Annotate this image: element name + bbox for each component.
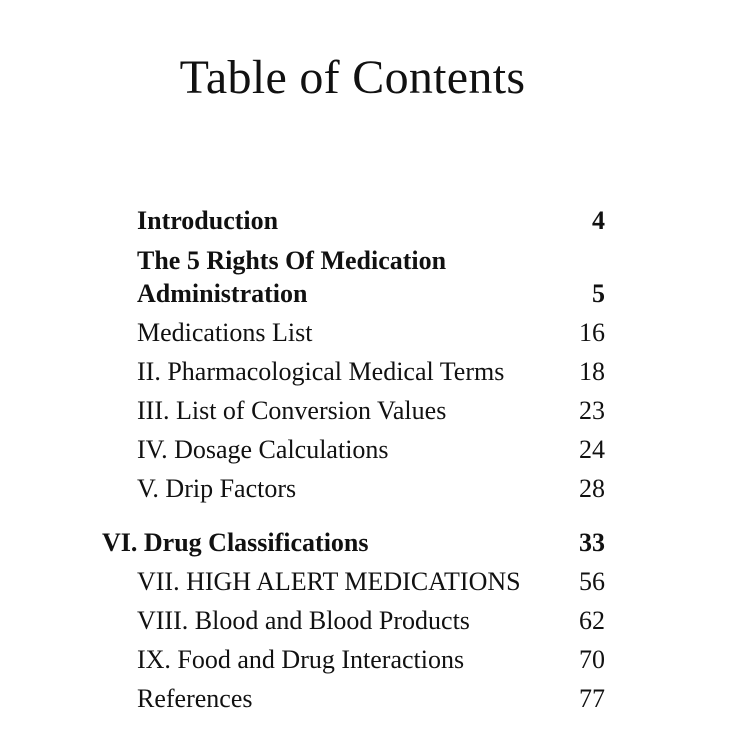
toc-entry-food-drug-interactions[interactable]: IX. Food and Drug Interactions (137, 645, 465, 674)
toc-entry-conversion-values[interactable]: III. List of Conversion Values (137, 396, 447, 425)
toc-entry-medications-list[interactable]: Medications List (137, 318, 313, 347)
toc-entry-five-rights-line1[interactable]: The 5 Rights Of Medication (137, 246, 447, 275)
toc-page-references: 77 (579, 684, 605, 713)
toc-page-five-rights: 5 (592, 279, 605, 308)
toc-entry-five-rights-line2[interactable]: Administration (137, 279, 308, 308)
page-title: Table of Contents (179, 51, 526, 104)
toc-entry-drip-factors[interactable]: V. Drip Factors (137, 474, 297, 503)
toc-page-food-drug-interactions: 70 (579, 645, 605, 674)
toc-page-introduction: 4 (592, 206, 605, 235)
toc-page-dosage-calculations: 24 (579, 435, 605, 464)
toc-page-conversion-values: 23 (579, 396, 605, 425)
toc-page-drip-factors: 28 (579, 474, 605, 503)
toc-page-drug-classifications: 33 (579, 528, 605, 557)
toc-entry-dosage-calculations[interactable]: IV. Dosage Calculations (137, 435, 389, 464)
toc-entry-pharmacological-terms[interactable]: II. Pharmacological Medical Terms (137, 357, 505, 386)
toc-entry-references[interactable]: References (137, 684, 253, 713)
toc-entry-blood-products[interactable]: VIII. Blood and Blood Products (137, 606, 470, 635)
toc-page-high-alert-medications: 56 (579, 567, 605, 596)
toc-entry-introduction[interactable]: Introduction (137, 206, 279, 235)
toc-page-pharmacological-terms: 18 (579, 357, 605, 386)
toc-page-medications-list: 16 (579, 318, 605, 347)
toc-page-blood-products: 62 (579, 606, 605, 635)
toc-entry-drug-classifications[interactable]: VI. Drug Classifications (102, 528, 369, 557)
toc-entry-high-alert-medications[interactable]: VII. HIGH ALERT MEDICATIONS (137, 567, 521, 596)
